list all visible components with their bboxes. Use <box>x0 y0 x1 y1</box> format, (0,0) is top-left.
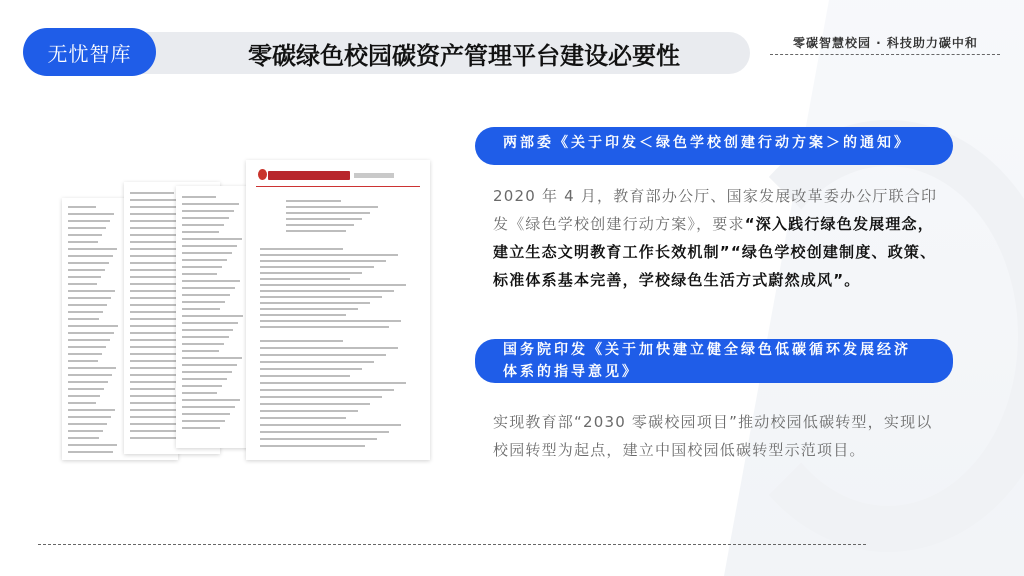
document-text-line <box>182 392 217 394</box>
document-text-line <box>68 297 111 299</box>
document-text-line <box>260 248 343 250</box>
document-text-line <box>260 431 389 433</box>
document-text-line <box>68 269 105 271</box>
document-text-line <box>260 320 401 322</box>
document-text-line <box>68 262 109 264</box>
document-text-line <box>182 224 224 226</box>
document-text-line <box>182 273 217 275</box>
document-text-line <box>130 304 180 306</box>
document-text-line <box>260 389 394 391</box>
document-text-line <box>68 346 106 348</box>
document-text-line <box>130 381 181 383</box>
document-text-line <box>68 388 104 390</box>
page-title: 零碳绿色校园碳资产管理平台建设必要性 <box>248 42 680 70</box>
document-text-line <box>182 385 222 387</box>
document-text-line <box>68 304 107 306</box>
document-text-line <box>260 410 358 412</box>
document-text-line <box>286 212 370 214</box>
document-text-line <box>260 347 398 349</box>
section-text-1-highlight: “深入践行绿色发展理念，建立生态文明教育工作长效机制”“绿色学校创建制度、政策、标准体系基本完善，学校绿色生活方式蔚然成风”。 <box>493 215 937 289</box>
document-text-line <box>68 241 98 243</box>
document-text-line <box>260 340 343 342</box>
document-text-line <box>182 406 235 408</box>
document-text-line <box>68 220 110 222</box>
document-text-line <box>68 213 114 215</box>
document-text-line <box>182 196 216 198</box>
document-text-line <box>68 409 115 411</box>
document-text-line <box>286 224 354 226</box>
document-text-line <box>68 206 96 208</box>
document-text-line <box>260 266 374 268</box>
document-text-line <box>260 403 370 405</box>
document-text-line <box>68 395 100 397</box>
document-text-line <box>260 284 406 286</box>
document-page-image <box>176 186 254 448</box>
letterhead-sub <box>354 173 394 178</box>
document-text-line <box>68 444 117 446</box>
document-text-line <box>68 353 102 355</box>
document-text-line <box>182 217 229 219</box>
document-text-line <box>182 301 225 303</box>
document-text-line <box>130 388 175 390</box>
document-text-line <box>68 325 118 327</box>
document-text-line <box>260 368 362 370</box>
document-text-line <box>286 200 341 202</box>
document-text-line <box>130 227 178 229</box>
document-text-line <box>68 276 101 278</box>
document-text-line <box>260 438 377 440</box>
document-text-line <box>286 230 346 232</box>
document-text-line <box>130 262 182 264</box>
top-divider <box>770 54 1000 55</box>
document-text-line <box>68 360 98 362</box>
document-text-line <box>260 314 346 316</box>
document-text-line <box>68 402 96 404</box>
document-text-line <box>260 445 365 447</box>
section-heading-1: 两部委《关于印发＜绿色学校创建行动方案＞的通知》 <box>475 127 953 165</box>
section-text-2: 实现教育部“2030 零碳校园项目”推动校园低碳转型，实现以校园转型为起点，建立中国校园低碳转型示范项目。 <box>493 413 933 459</box>
government-notice-image <box>246 160 430 460</box>
document-text-line <box>68 423 107 425</box>
document-text-line <box>182 427 220 429</box>
document-text-line <box>182 203 239 205</box>
document-text-line <box>68 339 110 341</box>
document-text-line <box>182 294 230 296</box>
document-text-line <box>182 371 232 373</box>
document-text-line <box>260 417 346 419</box>
document-text-line <box>182 280 240 282</box>
document-text-line <box>260 424 401 426</box>
document-text-line <box>182 378 227 380</box>
document-text-line <box>68 430 103 432</box>
bottom-divider <box>38 544 866 545</box>
document-text-line <box>182 231 219 233</box>
document-text-line <box>130 346 177 348</box>
document-text-line <box>260 302 370 304</box>
document-text-line <box>260 278 350 280</box>
section-text-1-plain: 2020 年 4 月，教育部办公厅、国家发展改革委办公厅联合印发《绿色学校创建行动方案》，要求 <box>493 187 938 233</box>
document-text-line <box>260 260 386 262</box>
document-text-line <box>68 318 99 320</box>
document-text-line <box>182 245 237 247</box>
document-text-line <box>260 296 382 298</box>
document-text-line <box>68 227 106 229</box>
document-text-line <box>182 350 219 352</box>
logo-badge: 无忧智库 <box>23 28 156 76</box>
document-letterhead <box>256 168 420 187</box>
document-text-line <box>68 437 99 439</box>
document-text-line <box>182 420 225 422</box>
document-text-line <box>182 336 229 338</box>
document-text-line <box>68 451 113 453</box>
document-text-line <box>260 361 374 363</box>
document-text-line <box>68 255 113 257</box>
document-text-line <box>130 423 179 425</box>
document-text-line <box>260 254 398 256</box>
document-text-line <box>130 269 176 271</box>
document-text-line <box>260 272 362 274</box>
document-text-line <box>260 382 406 384</box>
document-text-line <box>182 357 242 359</box>
document-text-line <box>182 266 222 268</box>
document-text-line <box>182 252 232 254</box>
document-text-line <box>182 399 240 401</box>
document-text-line <box>286 218 362 220</box>
document-text-line <box>182 343 224 345</box>
tagline: 零碳智慧校园 · 科技助力碳中和 <box>793 36 978 50</box>
document-text-line <box>260 354 386 356</box>
document-text-line <box>68 311 103 313</box>
document-text-line <box>260 308 358 310</box>
document-text-line <box>130 192 174 194</box>
document-text-line <box>182 238 242 240</box>
document-text-line <box>260 290 394 292</box>
document-text-line <box>182 308 220 310</box>
document-text-line <box>260 396 382 398</box>
document-text-line <box>68 416 111 418</box>
document-text-line <box>68 234 102 236</box>
emblem-icon <box>258 169 267 180</box>
document-text-line <box>68 248 117 250</box>
document-text-line <box>182 210 234 212</box>
document-text-line <box>68 367 116 369</box>
document-text-line <box>182 364 237 366</box>
letterhead-mark <box>268 171 350 180</box>
document-text-line <box>260 326 389 328</box>
document-text-line <box>68 283 97 285</box>
document-text-line <box>182 329 233 331</box>
section-text-1 <box>493 182 948 294</box>
document-text-line <box>182 413 230 415</box>
document-text-line <box>182 315 243 317</box>
document-text-line <box>68 332 114 334</box>
document-text-line <box>286 206 378 208</box>
document-text-line <box>182 322 238 324</box>
section-heading-2: 国务院印发《关于加快建立健全绿色低碳循环发展经济体系的指导意见》 <box>475 339 953 383</box>
document-text-line <box>260 375 350 377</box>
document-text-line <box>68 381 108 383</box>
document-text-line <box>182 259 227 261</box>
document-text-line <box>68 290 115 292</box>
document-text-line <box>68 374 112 376</box>
document-text-line <box>182 287 235 289</box>
